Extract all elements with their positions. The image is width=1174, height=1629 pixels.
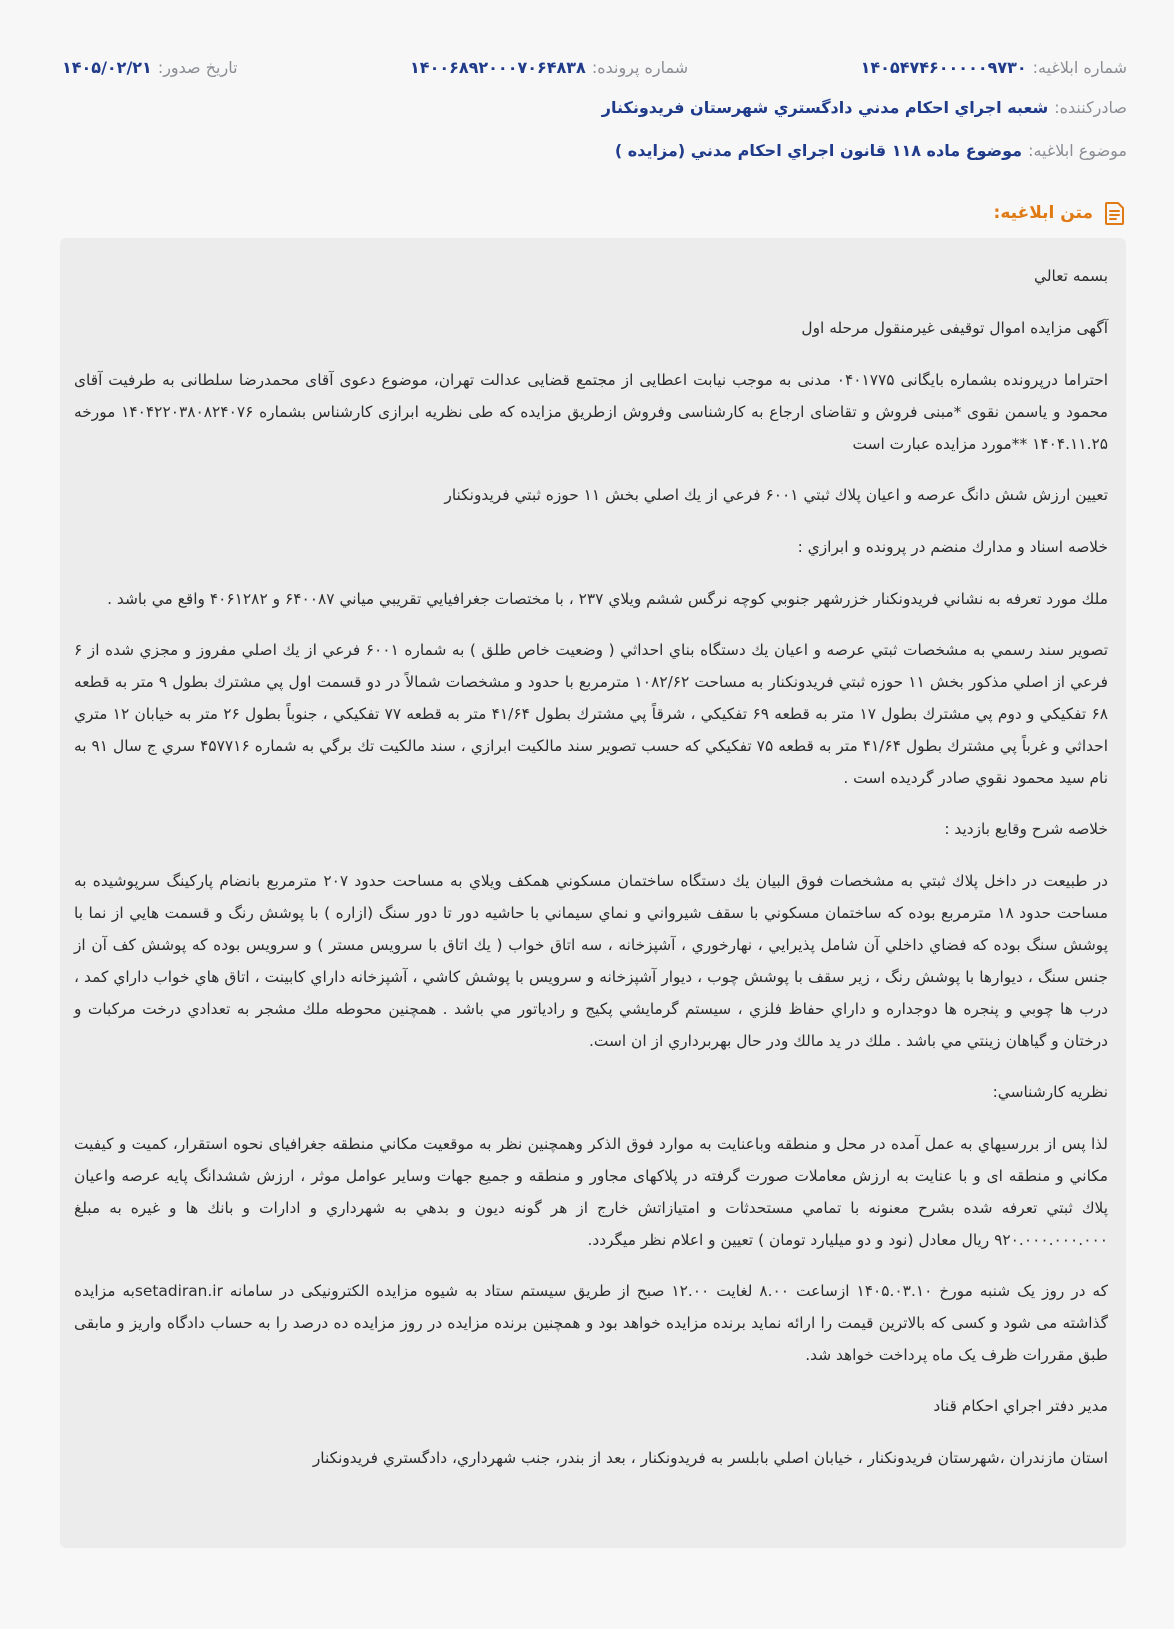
body-paragraph: استان مازندران ،شهرستان فريدونكنار ، خيابان اصلي بابلسر به فريدونكنار ، بعد از بندر، جنب شهرداري، دادگستري فريدونكنار [312,1449,1108,1467]
body-paragraph: ملك مورد تعرفه به نشاني فريدونكنار خزرشهر جنوبي كوچه نرگس ششم ويلاي ۲۳۷ ، با مختصات جغرافيايي تقريبي مياني ۶۴۰۰۸۷ و ۴۰۶۱۲۸۲ واقع مي باشد . [107,590,1108,608]
notice-text-title: متن ابلاغیه: [993,203,1093,223]
case-number-value: ۱۴۰۰۶۸۹۲۰۰۰۷۰۶۴۸۳۸ [410,58,586,77]
body-paragraph: آگهی مزایده اموال توقیفی غیرمنقول مرحله اول [801,319,1108,337]
notice-number [861,58,1127,77]
body-paragraph: خلاصه اسناد و مدارك منضم در پرونده و ابرازي : [797,538,1108,556]
body-paragraph: در طبيعت در داخل پلاك ثبتي به مشخصات فوق البيان يك دستگاه ساختمان مسكوني همكف ويلاي به مساحت حدود ۲۰۷ مترمربع بانضام پاركينگ سرپوشيده به مساحت حدود ۱۸ مترمربع بوده كه ساختمان مسكوني با سقف شيرواني و نماي سيماني با حاشيه دور تا دور سنگ (ازاره ) با پوشش رنگ و قسمت هايي از نما با پوشش سنگ بوده كه فضاي داخلي آن شامل پذيرايي ، نهارخوري ، آشپزخانه ، سه اتاق خواب ( يك اتاق با سرويس مستر ) و سرويس بوده كه پوشش كف آن از جنس سنگ ، ديوارها با پوشش رنگ ، زير سقف با پوشش چوب ، ديوار آشپزخانه و سرويس با پوشش كاشي ، آشپزخانه داراي كابينت ، اتاق هاي خواب داراي كمد ، درب ها چوبي و پنجره ها دوجداره و داراي حفاظ فلزي ، سيستم گرمايشي پكيج و رادياتور مي باشد . همچنين محوطه ملك مشجر به تعدادي درخت مركبات و درختان و گياهان زينتي مي باشد . ملك در يد مالك ودر حال بهربرداري از ان است. [74,872,1109,1050]
body-paragraph: احتراما درپرونده بشماره بایگانی ۰۴۰۱۷۷۵ مدنی به موجب نیابت اعطایی از مجتمع قضایی عدالت تهران، موضوع دعوی آقای محمدرضا سلطانی به طرفیت آقای محمود و یاسمن نقوی *مبنی فروش و تقاضای ارجاع به کارشناسی وفروش ازطریق مزایده که طی نظریه ابرازی کارشناس بشماره ۱۴۰۴۲۲۰۳۸۰۸۲۴۰۷۶ مورخه ۱۴۰۴.۱۱.۲۵ **مورد مزایده عبارت است [74,371,1109,453]
case-number [410,58,688,77]
body-paragraph: تعيين ارزش شش دانگ عرصه و اعيان پلاك ثبتي ۶۰۰۱ فرعي از يك اصلي بخش ۱۱ حوزه ثبتي فريدونكنار [444,486,1108,504]
issuer-label: صادرکننده: [1054,98,1127,117]
body-paragraph: بسمه تعالي [1034,267,1108,285]
body-paragraph: كه در روز یک شنبه مورخ ۱۴۰۵.۰۳.۱۰ ازساعت ۸.۰۰ لغایت ۱۲.۰۰ صبح از طریق سیستم ستاد به شیوه مزایده الکترونیکی در سامانه setadiran.irبه مزایده گذاشته می شود و کسی که بالاترین قیمت را ارائه نماید برنده مزایده خواهد بود و همچنین برنده مزایده در روز مزایده ده درصد را به حساب دادگاه واریز و مابقی طبق مقررات ظرف یک ماه پرداخت خواهد شد. [74,1282,1109,1364]
body-paragraph: خلاصه شرح وقايع بازديد : [944,820,1108,838]
body-paragraph: لذا پس از بررسيهاي به عمل آمده در محل و منطقه وباعنايت به موارد فوق الذكر وهمچنين نظر به موقعيت مكاني منطقه جغرافيای نحوه استقرار، كميت و كيفيت مكاني و منطقه اى و با عنايت به ارزش معاملات صورت گرفته در پلاكهاى مجاور و منطقه و جميع جهات وساير عوامل موثر ، ارزش ششدانگ پايه عرصه واعيان پلاك ثبتي تعرفه شده بشرح معنونه با تمامي مستحدثات و امتيازاتش خارج از هر گونه ديون و بدهي به شهرداري و ادارات و بانك ها و غيره به مبلغ ۹۲۰.۰۰۰.۰۰۰.۰۰۰ ريال معادل (نود و دو ميليارد تومان ) تعيين و اعلام نظر ميگردد. [74,1135,1108,1249]
issuer-value: شعبه اجراي احكام مدني دادگستري شهرستان فريدونكنار [601,98,1049,117]
subject-label: موضوع ابلاغیه: [1028,141,1127,160]
notice-number-label: شماره ابلاغیه: [1032,58,1127,77]
body-paragraph: مدير دفتر اجراي احكام قناد [933,1397,1108,1415]
notice-text-heading [994,200,1127,226]
body-paragraph: نظريه كارشناسي: [992,1083,1108,1101]
subject-row [62,141,1127,160]
issue-date-value: ۱۴۰۵/۰۲/۲۱ [62,58,152,77]
subject-value: موضوع ماده ۱۱۸ قانون اجراي احكام مدني (مزايده ) [614,141,1023,160]
notice-number-value: ۱۴۰۵۴۷۴۶۰۰۰۰۰۹۷۳۰ [860,58,1027,77]
issue-date-label: تاریخ صدور: [157,58,238,77]
body-paragraph: تصوير سند رسمي به مشخصات ثبتي عرصه و اعيان يك دستگاه بناي احداثي ( وضعيت خاص طلق ) به شماره ۶۰۰۱ فرعي از يك اصلي مفروز و مجزي شده از ۶ فرعي از اصلي مذكور بخش ۱۱ حوزه ثبتي فريدونكنار به مساحت ۱۰۸۲/۶۲ مترمربع با حدود و مشخصات شمالاً در دو قسمت اول پي مشترك بطول ۹ متر به قطعه ۶۸ تفكيكي و دوم پي مشترك بطول ۱۷ متر به قطعه ۶۹ تفكيكي ، شرقاً پي مشترك بطول ۴۱/۶۴ متر به قطعه ۷۷ تفكيكي ، جنوباً بطول ۲۶ متر به خيابان ۱۲ متري احداثي و غرباً پي مشترك بطول ۴۱/۶۴ متر به قطعه ۷۵ تفكيكي كه حسب تصوير سند مالكيت ابرازي ، سند مالكيت تك برگي به شماره ۴۵۷۷۱۶ سري ج سال ۹۱ به نام سيد محمود نقوي صادر گرديده است . [74,641,1108,787]
issue-date [62,58,238,77]
document-icon [1101,200,1127,226]
header-row [62,58,1127,77]
notice-body-panel [60,238,1126,1548]
case-number-label: شماره پرونده: [591,58,689,77]
issuer-row [62,98,1127,117]
